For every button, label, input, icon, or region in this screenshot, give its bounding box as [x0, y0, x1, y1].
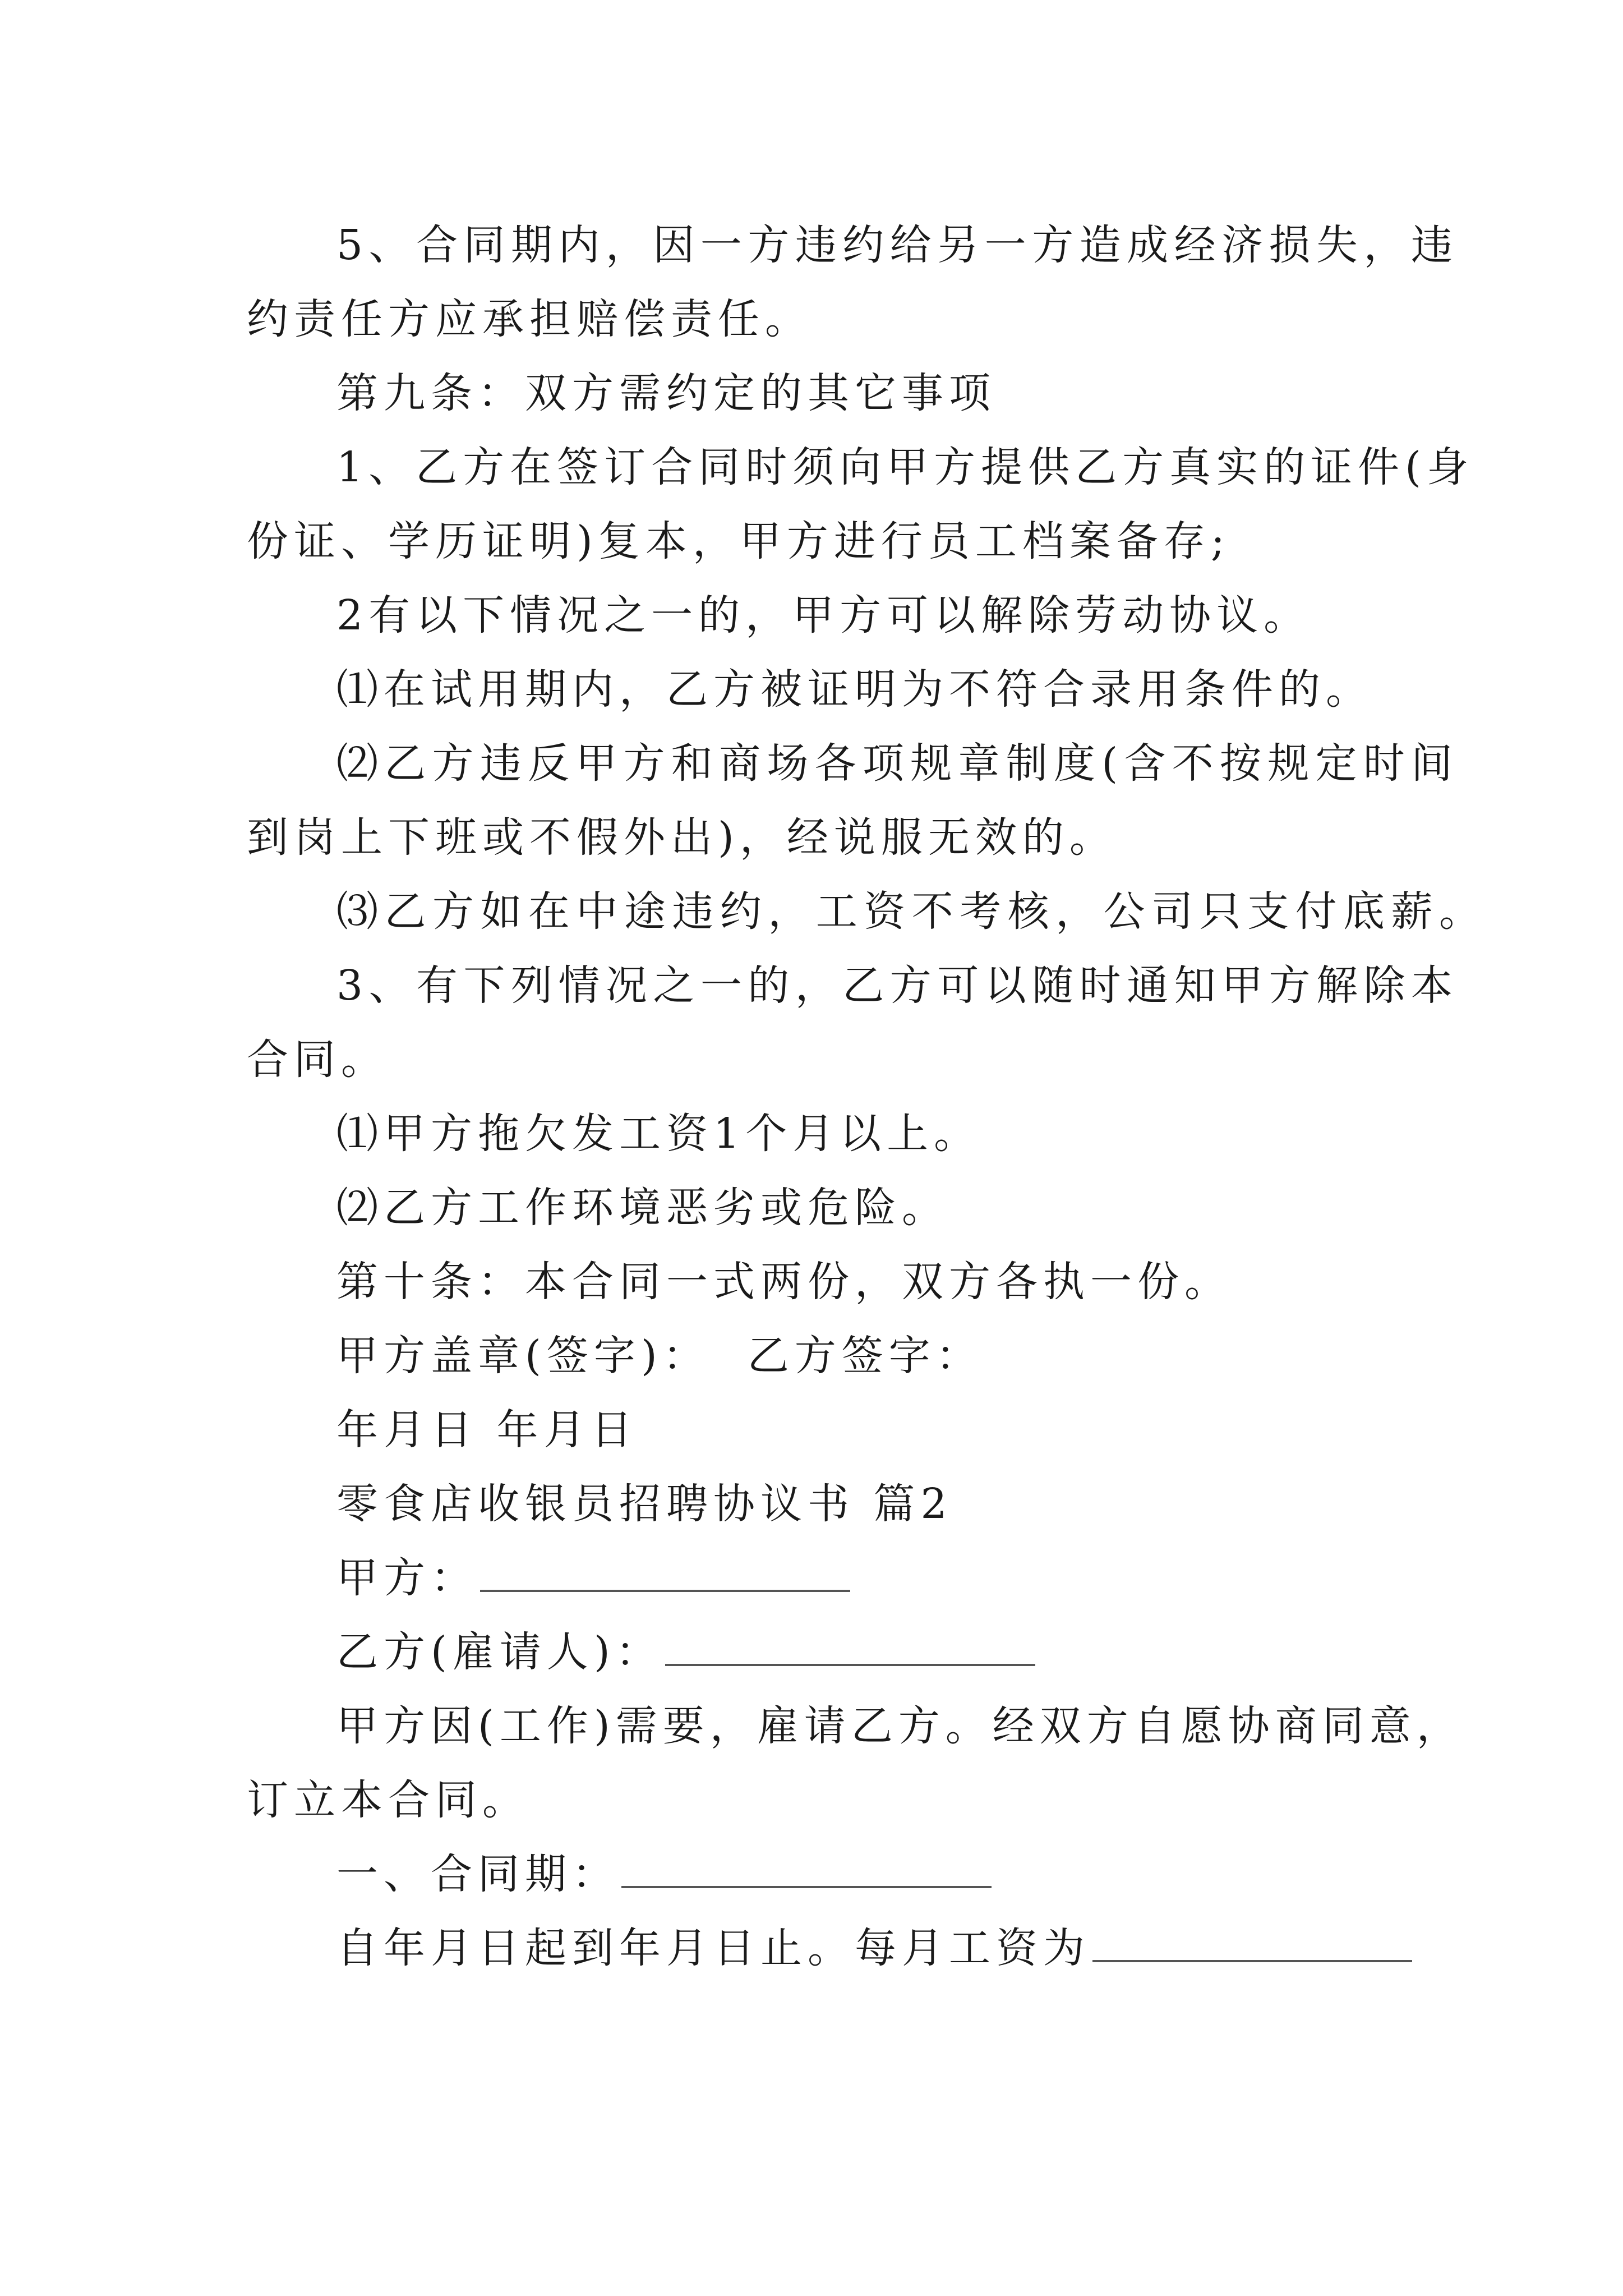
date-line: 年月日 年月日 [336, 1406, 638, 1454]
clause-9-item-2-sub-2-line-1: ⑵乙方违反甲方和商场各项规章制度(含不按规定时间 [336, 739, 1458, 788]
clause-8-item-5-line-1: 5、合同期内，因一方违约给另一方造成经济损失，违 [336, 221, 1458, 269]
salary-label: 自年月日起到年月日止。每月工资为 [336, 1924, 1090, 1972]
party-b-line [336, 1621, 1035, 1683]
party-b-label: 乙方(雇请人)： [336, 1628, 663, 1676]
contract-term-blank [621, 1844, 992, 1888]
party-b-blank [665, 1622, 1035, 1666]
salary-blank [1092, 1918, 1412, 1962]
clause-10: 第十条：本合同一式两份，双方各执一份。 [336, 1258, 1232, 1306]
clause-9-item-2-sub-1: ⑴在试用期内，乙方被证明为不符合录用条件的。 [336, 665, 1373, 714]
party-a-blank [480, 1548, 850, 1592]
contract-term-line [336, 1843, 992, 1905]
clause-9-item-3-line-1: 3、有下列情况之一的，乙方可以随时通知甲方解除本 [336, 961, 1458, 1010]
clause-9-item-2-sub-2-line-2: 到岗上下班或不假外出)，经说服无效的。 [247, 813, 1117, 862]
contract-term-label: 一、合同期： [336, 1850, 619, 1898]
clause-9-item-2: 2有以下情况之一的，甲方可以解除劳动协议。 [336, 591, 1311, 639]
clause-9-item-3-sub-2: ⑵乙方工作环境恶劣或危险。 [336, 1184, 949, 1232]
section-2-title: 零食店收银员招聘协议书 篇2 [336, 1480, 953, 1528]
party-a-line [336, 1547, 850, 1609]
clause-9-item-2-sub-3: ⑶乙方如在中途违约，工资不考核，公司只支付底薪。 [336, 887, 1486, 936]
clause-9-item-1-line-1: 1、乙方在签订合同时须向甲方提供乙方真实的证件(身 [336, 443, 1474, 491]
clause-9-item-3-sub-1: ⑴甲方拖欠发工资1个月以上。 [336, 1110, 981, 1158]
intro-line-2: 订立本合同。 [247, 1776, 529, 1824]
salary-line [336, 1917, 1412, 1979]
signature-line: 甲方盖章(签字)： 乙方签字： [336, 1332, 983, 1380]
clause-9-item-3-line-2: 合同。 [247, 1036, 388, 1084]
clause-8-item-5-line-2: 约责任方应承担赔偿责任。 [247, 295, 812, 343]
clause-9-item-1-line-2: 份证、学历证明)复本，甲方进行员工档案备存; [247, 517, 1230, 565]
party-a-label: 甲方： [336, 1554, 478, 1602]
intro-line-1: 甲方因(工作)需要，雇请乙方。经双方自愿协商同意， [336, 1702, 1464, 1750]
clause-9-heading: 第九条：双方需约定的其它事项 [336, 369, 996, 417]
